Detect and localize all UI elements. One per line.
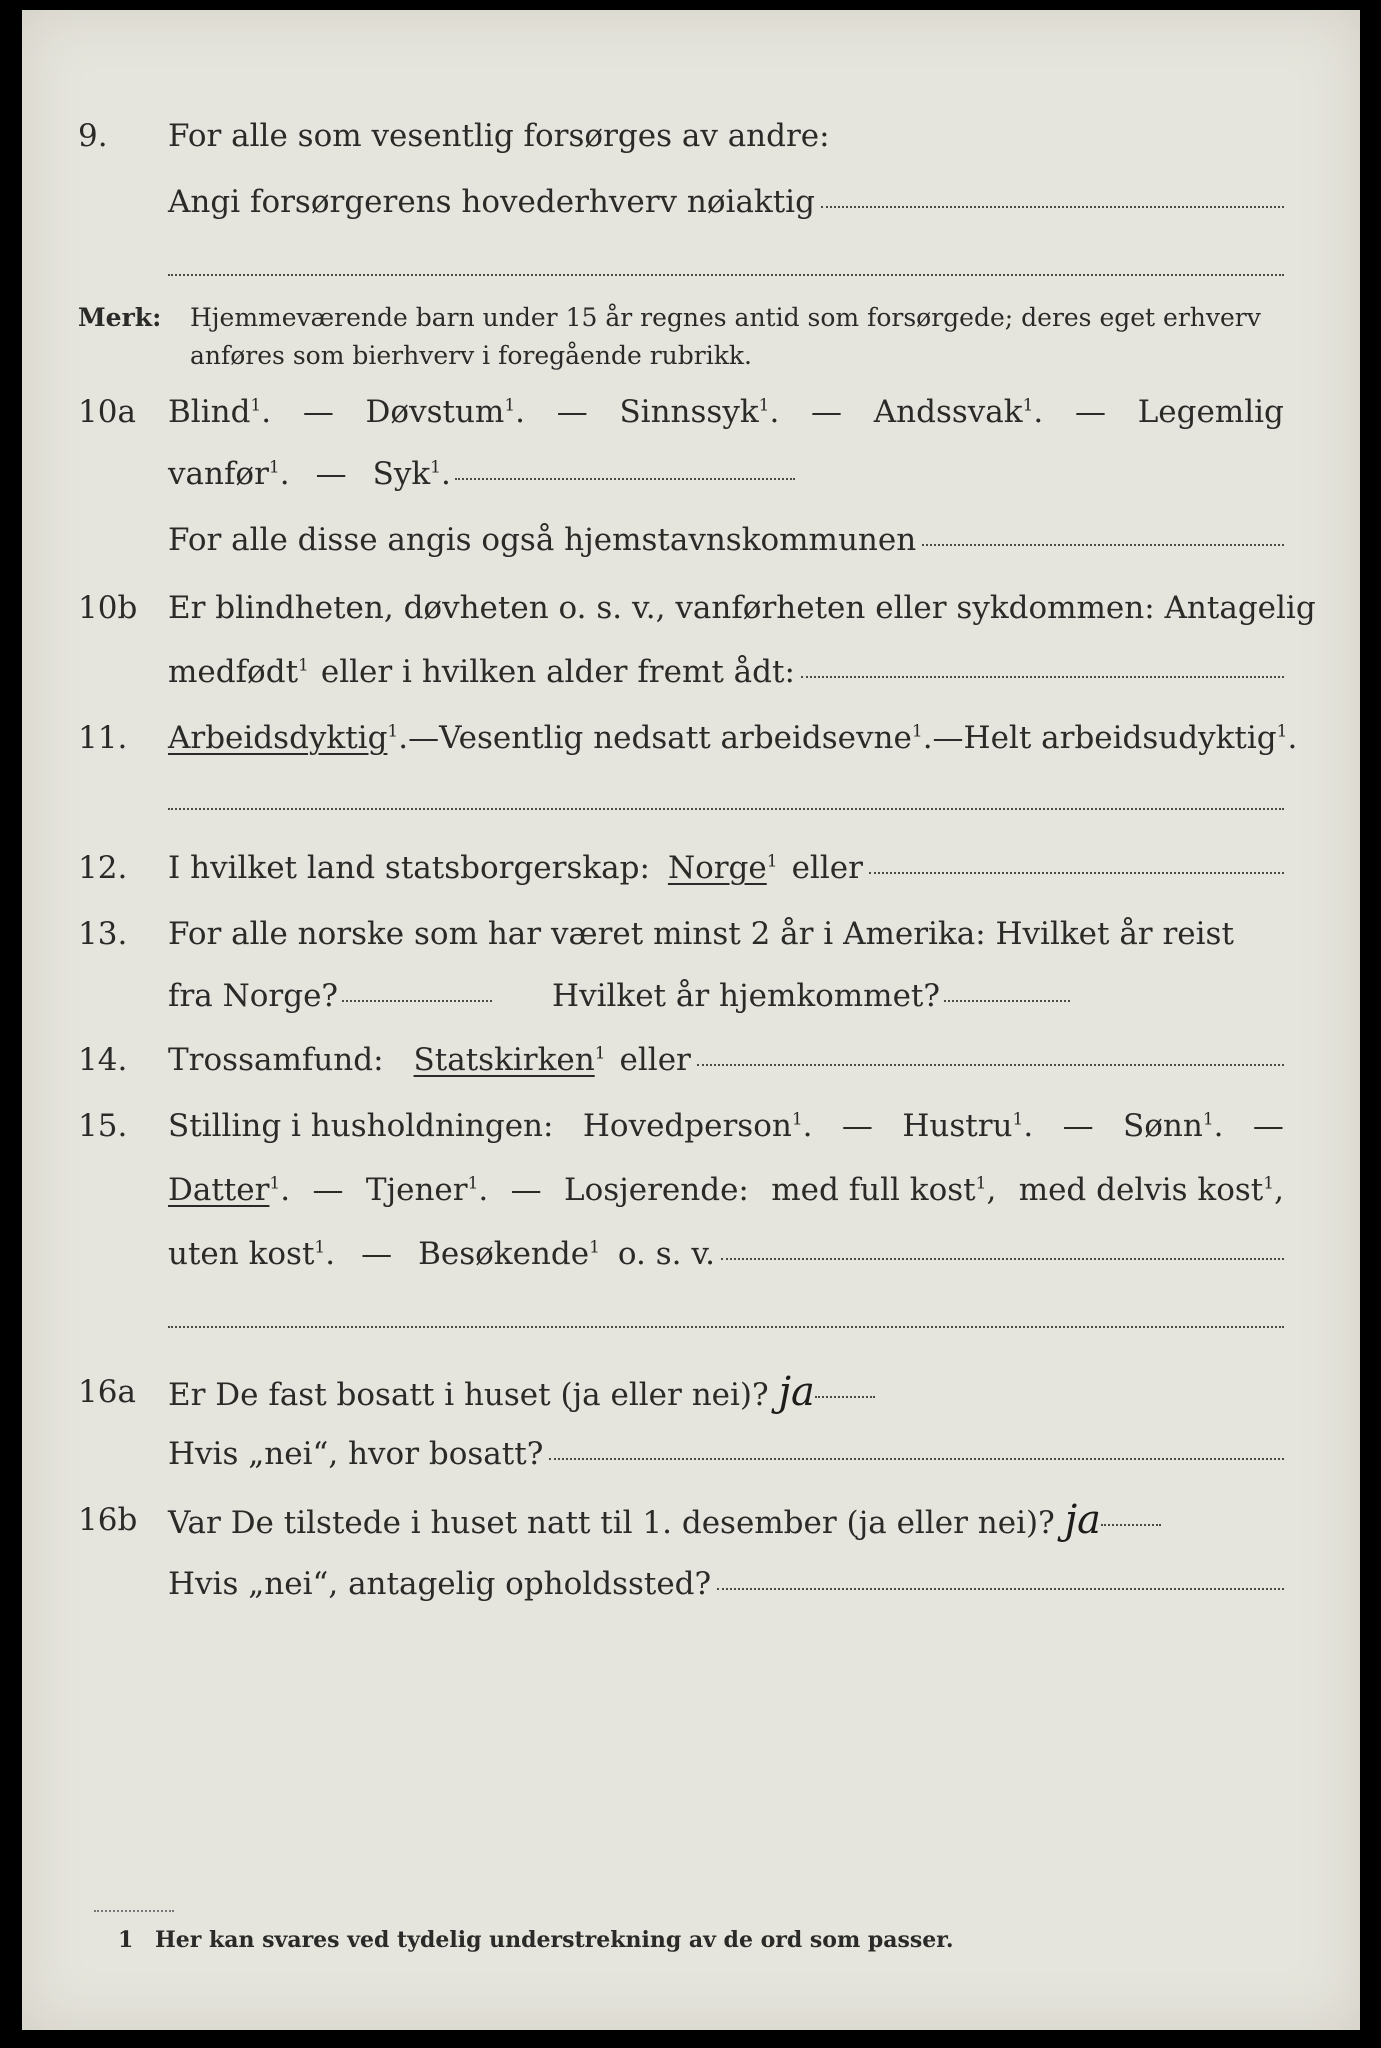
q14-eller: eller bbox=[619, 1042, 691, 1078]
stilling-field[interactable] bbox=[721, 1234, 1284, 1260]
q9-answer-field[interactable] bbox=[821, 182, 1284, 208]
q15-answer-field[interactable] bbox=[168, 1324, 1284, 1328]
q16a-text-2: Hvis „nei“, hvor bosatt? bbox=[168, 1436, 544, 1472]
merk-text-2: anføres som bierhverv i foregående rubrikk. bbox=[190, 341, 752, 370]
dash: — bbox=[556, 394, 588, 430]
option-nedsatt-arbeidsevne[interactable]: Vesentlig nedsatt arbeidsevne$^1$. bbox=[439, 720, 933, 756]
q13-number: 13. bbox=[78, 916, 128, 952]
dash: — bbox=[1252, 1108, 1284, 1144]
option-hustru[interactable]: Hustru$^1$. bbox=[902, 1108, 1034, 1144]
option-uten-kost[interactable]: uten kost$^1$. bbox=[168, 1236, 336, 1272]
option-delvis-kost[interactable]: med delvis kost$^1$, bbox=[1018, 1172, 1284, 1208]
merk-text-1: Hjemmeværende barn under 15 år regnes antid som forsørgede; deres eget erhverv bbox=[190, 303, 1261, 332]
q16a-text-1: Er De fast bosatt i huset (ja eller nei)? bbox=[168, 1377, 769, 1413]
dash: — bbox=[408, 720, 440, 756]
q13-hjemkommet: Hvilket år hjemkommet? bbox=[552, 978, 941, 1014]
footnote bbox=[118, 1927, 954, 1953]
dash: — bbox=[932, 720, 964, 756]
q9-text-1: For alle som vesentlig forsørges av andre: bbox=[168, 118, 830, 154]
q16b-text-1: Var De tilstede i huset natt til 1. desember (ja eller nei)? bbox=[168, 1505, 1055, 1541]
q10b-number: 10b bbox=[78, 590, 138, 626]
q16b-handwritten-answer: ja bbox=[1064, 1497, 1101, 1543]
dash: — bbox=[361, 1236, 393, 1272]
dash: — bbox=[811, 394, 843, 430]
option-vanfor[interactable]: vanfør$^1$. bbox=[168, 456, 290, 492]
option-tjener[interactable]: Tjener$^1$. bbox=[365, 1172, 489, 1208]
q10a-text-3: For alle disse angis også hjemstavnskommunen bbox=[168, 522, 917, 558]
option-sonn[interactable]: Sønn$^1$. bbox=[1122, 1108, 1224, 1144]
option-blind[interactable]: Blind$^1$. bbox=[168, 394, 272, 430]
option-medfodt[interactable]: medfødt$^1$ bbox=[168, 654, 309, 690]
option-arbeidsdyktig[interactable]: Arbeidsdyktig$^1$. bbox=[168, 720, 409, 756]
q15-number: 15. bbox=[78, 1108, 128, 1144]
option-statskirken[interactable]: Statskirken$^1$ bbox=[413, 1042, 606, 1078]
merk-label: Merk: bbox=[78, 303, 162, 332]
q15-stilling: Stilling i husholdningen: bbox=[168, 1108, 554, 1144]
q14-text: Trossamfund: bbox=[168, 1042, 384, 1078]
q9-number: 9. bbox=[78, 118, 108, 154]
dash: — bbox=[841, 1108, 873, 1144]
q15-losjerende: Losjerende: bbox=[564, 1172, 749, 1208]
footnote-text: Her kan svares ved tydelig understrekning av de ord som passer. bbox=[154, 1927, 954, 1953]
q15-osv: o. s. v. bbox=[617, 1236, 716, 1272]
hjemstavnskommune-field[interactable] bbox=[922, 520, 1284, 546]
q14-number: 14. bbox=[78, 1042, 128, 1078]
q16a-answer-field[interactable] bbox=[815, 1372, 875, 1398]
option-legemlig[interactable]: Legemlig bbox=[1137, 394, 1284, 430]
footnote-mark: 1 bbox=[118, 1927, 134, 1953]
q16a-number: 16a bbox=[78, 1374, 136, 1410]
q9-answer-field-2[interactable] bbox=[168, 272, 1284, 276]
q10a-number: 10a bbox=[78, 394, 136, 430]
q16b-text-2: Hvis „nei“, antagelig opholdssted? bbox=[168, 1566, 712, 1602]
trossamfund-field[interactable] bbox=[697, 1040, 1284, 1066]
option-hovedperson[interactable]: Hovedperson$^1$. bbox=[582, 1108, 813, 1144]
q11-answer-field[interactable] bbox=[168, 806, 1284, 810]
footnote-rule bbox=[94, 1908, 174, 1912]
option-full-kost[interactable]: med full kost$^1$, bbox=[771, 1172, 997, 1208]
q11-number: 11. bbox=[78, 720, 128, 756]
dash: — bbox=[312, 1172, 344, 1208]
option-besokende[interactable]: Besøkende$^1$ bbox=[418, 1236, 600, 1272]
bosatt-field[interactable] bbox=[549, 1434, 1284, 1460]
option-datter[interactable]: Datter$^1$. bbox=[168, 1172, 291, 1208]
q13-fra-norge: fra Norge? bbox=[168, 978, 339, 1014]
opholdssted-field[interactable] bbox=[717, 1564, 1284, 1590]
q9-text-2: Angi forsørgerens hovederhverv nøiaktig bbox=[168, 184, 815, 220]
q16b-answer-field[interactable] bbox=[1101, 1500, 1161, 1526]
option-arbeidsudyktig[interactable]: Helt arbeidsudyktig$^1$. bbox=[963, 720, 1298, 756]
q16b-number: 16b bbox=[78, 1502, 138, 1538]
q10b-text-2: eller i hvilken alder fremt ådt: bbox=[320, 654, 795, 690]
hjemkommet-aar-field[interactable] bbox=[944, 976, 1070, 1002]
q12-number: 12. bbox=[78, 850, 128, 886]
dash: — bbox=[1074, 394, 1106, 430]
option-sinnssyk[interactable]: Sinnssyk$^1$. bbox=[619, 394, 780, 430]
q10a-syk-field[interactable] bbox=[455, 454, 795, 480]
option-andssvak[interactable]: Andssvak$^1$. bbox=[873, 394, 1044, 430]
dash: — bbox=[1062, 1108, 1094, 1144]
census-form-page bbox=[22, 10, 1360, 2030]
dash: — bbox=[315, 456, 347, 492]
option-norge[interactable]: Norge$^1$ bbox=[667, 850, 778, 886]
q13-text-1: For alle norske som har været minst 2 år i Amerika: Hvilket år reist bbox=[168, 916, 1234, 952]
dash: — bbox=[510, 1172, 542, 1208]
reist-aar-field[interactable] bbox=[342, 976, 492, 1002]
q10b-text-1: Er blindheten, døvheten o. s. v., vanførheten eller sykdommen: Antagelig bbox=[168, 590, 1316, 626]
option-dovstum[interactable]: Døvstum$^1$. bbox=[365, 394, 525, 430]
q16a-handwritten-answer: ja bbox=[778, 1369, 815, 1415]
option-syk[interactable]: Syk$^1$. bbox=[372, 456, 451, 492]
statsborgerskap-field[interactable] bbox=[869, 848, 1284, 874]
dash: — bbox=[302, 394, 334, 430]
q12-text: I hvilket land statsborgerskap: bbox=[168, 850, 650, 886]
q12-eller: eller bbox=[791, 850, 863, 886]
q10b-alder-field[interactable] bbox=[801, 652, 1284, 678]
